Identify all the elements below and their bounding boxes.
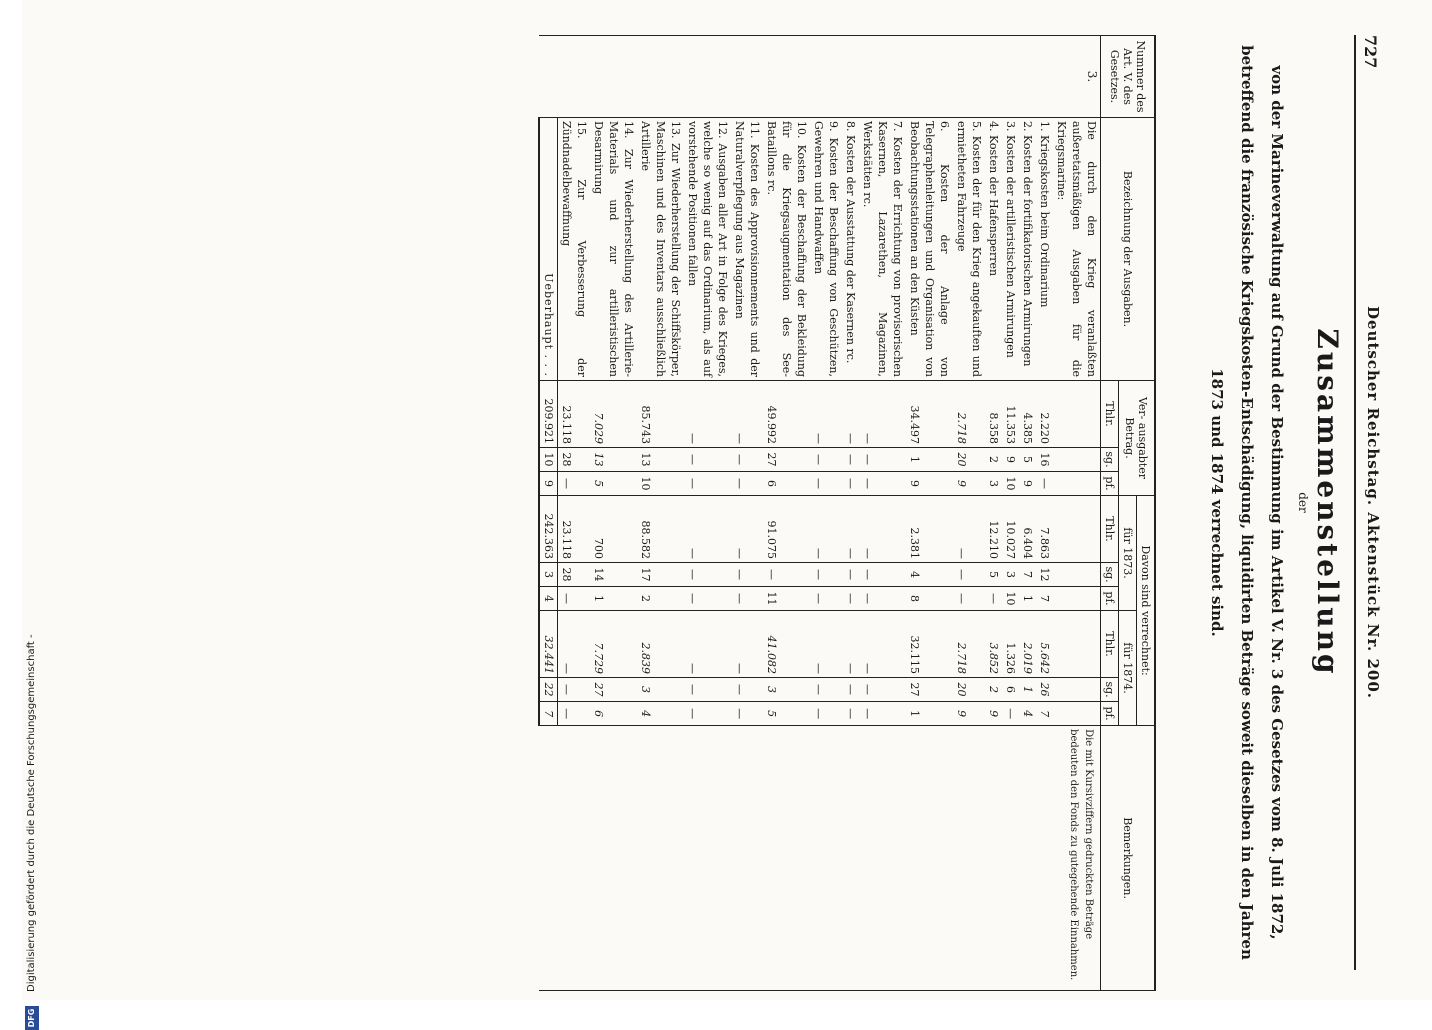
- y1874-thlr: 2.839: [637, 611, 684, 678]
- total-thlr: 8.358: [985, 381, 1002, 448]
- y1873-thlr: 88.582: [637, 496, 684, 563]
- y1874-pf: 9: [953, 702, 985, 726]
- row-label: 1. Kriegskosten beim Ordinarium: [1036, 118, 1053, 381]
- y1873-sg: —: [953, 563, 985, 587]
- total-thlr: 2.220: [1036, 381, 1053, 448]
- total-sg: 13: [637, 448, 684, 472]
- header-remarks: Bemerkungen.: [1101, 726, 1156, 991]
- y1874-thlr: 3.852: [985, 611, 1002, 678]
- y1873-pf: —: [859, 587, 906, 611]
- header-description: Bezeichnung der Ausgaben.: [1101, 118, 1156, 381]
- page-number: 727: [1361, 35, 1380, 69]
- y1873-thlr: 7.863: [1036, 496, 1053, 563]
- y1873-pf: 11: [763, 587, 810, 611]
- document-title: Zusammenstellung: [1311, 328, 1344, 677]
- header-total-spent: Ver- ausgabter Betrag.: [1119, 381, 1156, 496]
- y1874-thlr: 7.729: [590, 611, 637, 678]
- unit-thlr: Thlr.: [1101, 381, 1119, 448]
- y1873-thlr: —: [859, 496, 906, 563]
- total-thlr: 34.497: [906, 381, 953, 448]
- intro-text: Die durch den Krieg veranlaßten außeretatsmäßigen Ausgaben für die Kriegsmarine:: [1053, 118, 1101, 381]
- y1874-thlr: 2.019: [1019, 611, 1036, 678]
- y1873-thlr: —: [731, 496, 763, 563]
- dfg-logo: DFG: [25, 1006, 39, 1030]
- intro-row: [1053, 36, 1101, 991]
- total-pf: 9: [953, 472, 985, 496]
- y1874-sg: 2: [985, 678, 1002, 702]
- header-art-number: Nummer des Art. V. des Gesetzes.: [1101, 36, 1156, 118]
- total-pf: —: [1036, 472, 1053, 496]
- y1874-thlr: 41.082: [763, 611, 810, 678]
- row-label: 2. Kosten der fortifikatorischen Armirungen: [1019, 118, 1036, 381]
- row-label: 13. Zur Wiederherstellung der Schiffskörper, Maschinen und des Inventars ausschließlich Artillerie: [637, 118, 684, 381]
- y1873-sg: 12: [1036, 563, 1053, 587]
- y1873-pf: 1: [590, 587, 637, 611]
- header-title: Deutscher Reichstag. Aktenstück Nr. 200.: [1364, 306, 1382, 699]
- y1874-sg: 27: [590, 678, 637, 702]
- y1873-sg: 7: [1019, 563, 1036, 587]
- total-sg: 2: [985, 448, 1002, 472]
- title-connector: der: [1296, 492, 1310, 513]
- total-thlr: 7.029: [590, 381, 637, 448]
- y1874-pf: 4: [637, 702, 684, 726]
- running-header: [1354, 35, 1382, 970]
- total-pf: 3: [985, 472, 1002, 496]
- total-pf: —: [859, 472, 906, 496]
- funding-note: Digitalisierung gefördert durch die Deutsche Forschungsgemeinschaft -: [26, 634, 37, 992]
- y1873-thlr: —: [810, 496, 842, 563]
- unit-sg: sg.: [1101, 678, 1119, 702]
- y1873-pf: 1: [1019, 587, 1036, 611]
- row-label: 9. Kosten der Beschaffung von Geschützen, Gewehren und Handwaffen: [810, 118, 842, 381]
- y1873-thlr: 6.404: [1019, 496, 1036, 563]
- y1874-sg: —: [842, 678, 859, 702]
- row-label: 5. Kosten der für den Krieg angekauften und ermietheten Fahrzeuge: [953, 118, 985, 381]
- total-sg: —: [731, 448, 763, 472]
- row-label: 4. Kosten der Hafensperren: [985, 118, 1002, 381]
- row-label: 11. Kosten des Approvisionnements und der Naturalverpflegung aus Magazinen: [731, 118, 763, 381]
- y1873-thlr: —: [953, 496, 985, 563]
- total-sg: 9: [1002, 448, 1019, 472]
- remarks-note: Die mit Kursivziffern gedruckten Beträge bedeuten den Fonds zu gutegehende Einnahmen.: [539, 726, 1101, 991]
- total-pf: —: [684, 472, 731, 496]
- sum-y1874-pf: 7: [539, 702, 558, 726]
- y1873-thlr: 23.118: [558, 496, 591, 563]
- y1873-thlr: 10.027: [1002, 496, 1019, 563]
- y1873-pf: 2: [637, 587, 684, 611]
- total-pf: 6: [763, 472, 810, 496]
- y1874-pf: 6: [590, 702, 637, 726]
- y1874-sg: —: [859, 678, 906, 702]
- y1874-sg: 20: [953, 678, 985, 702]
- sum-y1873-thlr: 242.363: [539, 496, 558, 563]
- unit-sg: sg.: [1101, 448, 1119, 472]
- y1874-thlr: 32.115: [906, 611, 953, 678]
- sum-label: Ueberhaupt . . .: [539, 118, 558, 381]
- total-sg: 27: [763, 448, 810, 472]
- y1873-sg: 14: [590, 563, 637, 587]
- y1874-pf: 7: [1036, 702, 1053, 726]
- y1873-sg: 3: [1002, 563, 1019, 587]
- total-thlr: 85.743: [637, 381, 684, 448]
- y1874-pf: —: [810, 702, 842, 726]
- table-body: [539, 36, 1101, 991]
- y1873-pf: 8: [906, 587, 953, 611]
- document-title-block: [1202, 35, 1344, 970]
- total-thlr: —: [684, 381, 731, 448]
- y1873-pf: 7: [1036, 587, 1053, 611]
- total-pf: 10: [637, 472, 684, 496]
- unit-sg: sg.: [1101, 563, 1119, 587]
- sum-y1873-pf: 4: [539, 587, 558, 611]
- row-label: 10. Kosten der Beschaffung der Bekleidung für die Kriegsaugmentation des See-Bataillons rc.: [763, 118, 810, 381]
- sum-total-thlr: 209.921: [539, 381, 558, 448]
- y1874-pf: 5: [763, 702, 810, 726]
- y1873-sg: —: [731, 563, 763, 587]
- y1873-sg: —: [842, 563, 859, 587]
- y1873-thlr: 2.381: [906, 496, 953, 563]
- y1873-pf: 10: [1002, 587, 1019, 611]
- total-sg: 1: [906, 448, 953, 472]
- y1874-sg: 3: [637, 678, 684, 702]
- total-sg: 16: [1036, 448, 1053, 472]
- total-thlr: 2.718: [953, 381, 985, 448]
- total-pf: 9: [1019, 472, 1036, 496]
- y1874-thlr: 1.326: [1002, 611, 1019, 678]
- y1873-sg: —: [810, 563, 842, 587]
- row-label: 12. Ausgaben aller Art in Folge des Krieges, welche so wenig auf das Ordinarium, als auf vorstehende Positionen fallen: [684, 118, 731, 381]
- total-thlr: —: [731, 381, 763, 448]
- sum-y1873-sg: 3: [539, 563, 558, 587]
- total-pf: 9: [906, 472, 953, 496]
- y1874-pf: 4: [1019, 702, 1036, 726]
- y1874-thlr: —: [684, 611, 731, 678]
- y1873-thlr: —: [842, 496, 859, 563]
- row-label: 15. Zur Verbesserung der Zündnadelbewaffnung: [558, 118, 591, 381]
- y1873-thlr: 12.210: [985, 496, 1002, 563]
- y1874-thlr: —: [842, 611, 859, 678]
- y1873-pf: —: [985, 587, 1002, 611]
- total-sg: —: [842, 448, 859, 472]
- expense-table: [538, 35, 1156, 991]
- y1874-sg: 26: [1036, 678, 1053, 702]
- y1874-pf: —: [558, 702, 591, 726]
- y1874-thlr: —: [859, 611, 906, 678]
- y1874-sg: —: [684, 678, 731, 702]
- sum-total-sg: 10: [539, 448, 558, 472]
- total-thlr: 23.118: [558, 381, 591, 448]
- sum-y1874-sg: 22: [539, 678, 558, 702]
- unit-pf: pf.: [1101, 472, 1119, 496]
- document-page: [27, 35, 1382, 981]
- y1873-thlr: —: [684, 496, 731, 563]
- y1874-thlr: —: [731, 611, 763, 678]
- y1874-thlr: —: [810, 611, 842, 678]
- y1873-thlr: 700: [590, 496, 637, 563]
- total-thlr: 4.385: [1019, 381, 1036, 448]
- unit-pf: pf.: [1101, 702, 1119, 726]
- y1873-pf: —: [953, 587, 985, 611]
- y1874-pf: —: [1002, 702, 1019, 726]
- y1874-pf: —: [684, 702, 731, 726]
- header-year-1873: für 1873.: [1119, 496, 1137, 611]
- unit-thlr: Thlr.: [1101, 611, 1119, 678]
- total-pf: —: [842, 472, 859, 496]
- y1874-sg: —: [810, 678, 842, 702]
- total-pf: —: [810, 472, 842, 496]
- y1873-sg: 17: [637, 563, 684, 587]
- y1874-sg: 1: [1019, 678, 1036, 702]
- y1874-pf: 1: [906, 702, 953, 726]
- document-subtitle: von der Marineverwaltung auf Grund der Bestimmung im Artikel V. Nr. 3 des Gesetzes vom 8. Juli 1872, betreffend die französische Kriegskosten-Entschädigung, liquidirten Beträge soweit dieselben in den Jahren 1873 und 1874 verrechnet sind.: [1208, 45, 1286, 960]
- y1874-pf: —: [731, 702, 763, 726]
- row-label: 6. Kosten der Anlage von Telegraphenleitungen und Organisation von Beobachtungsstationen an den Küsten: [906, 118, 953, 381]
- y1873-pf: —: [558, 587, 591, 611]
- digitization-footer: [0, 0, 37, 1028]
- total-sg: 13: [590, 448, 637, 472]
- total-pf: 5: [590, 472, 637, 496]
- total-pf: —: [731, 472, 763, 496]
- y1873-sg: 28: [558, 563, 591, 587]
- total-sg: —: [810, 448, 842, 472]
- y1873-pf: —: [684, 587, 731, 611]
- y1874-sg: 6: [1002, 678, 1019, 702]
- total-thlr: —: [810, 381, 842, 448]
- art-number: 3.: [539, 36, 1101, 118]
- y1874-sg: —: [731, 678, 763, 702]
- total-thlr: 49.992: [763, 381, 810, 448]
- y1873-pf: —: [810, 587, 842, 611]
- y1873-sg: 4: [906, 563, 953, 587]
- total-thlr: —: [842, 381, 859, 448]
- total-pf: 10: [1002, 472, 1019, 496]
- y1874-pf: 9: [985, 702, 1002, 726]
- y1874-sg: 27: [906, 678, 953, 702]
- row-label: 3. Kosten der artilleristischen Armirungen: [1002, 118, 1019, 381]
- total-sg: —: [859, 448, 906, 472]
- y1873-sg: 5: [985, 563, 1002, 587]
- unit-thlr: Thlr.: [1101, 496, 1119, 563]
- total-thlr: —: [859, 381, 906, 448]
- y1874-thlr: —: [558, 611, 591, 678]
- y1873-thlr: 91.075: [763, 496, 810, 563]
- row-label: 14. Zur Wiederherstellung des Artillerie-Materials und zur artilleristischen Desarmirung: [590, 118, 637, 381]
- y1874-sg: 3: [763, 678, 810, 702]
- header-davon: Davon sind verrechnet:: [1137, 496, 1156, 726]
- y1874-thlr: 2.718: [953, 611, 985, 678]
- y1874-pf: —: [859, 702, 906, 726]
- sum-total-pf: 9: [539, 472, 558, 496]
- header-year-1874: für 1874.: [1119, 611, 1137, 726]
- y1873-sg: —: [763, 563, 810, 587]
- y1873-sg: —: [684, 563, 731, 587]
- y1873-sg: —: [859, 563, 906, 587]
- total-sg: 20: [953, 448, 985, 472]
- y1873-pf: —: [842, 587, 859, 611]
- total-thlr: 11.353: [1002, 381, 1019, 448]
- y1874-sg: —: [558, 678, 591, 702]
- unit-pf: pf.: [1101, 587, 1119, 611]
- total-pf: —: [558, 472, 591, 496]
- total-sg: —: [684, 448, 731, 472]
- sum-y1874-thlr: 32.441: [539, 611, 558, 678]
- total-sg: 5: [1019, 448, 1036, 472]
- row-label: 8. Kosten der Ausstattung der Kasernen rc.: [842, 118, 859, 381]
- y1874-thlr: 5.642: [1036, 611, 1053, 678]
- row-label: 7. Kosten der Errichtung von provisorischen Kasernen, Lazarethen, Magazinen, Werkstätten rc.: [859, 118, 906, 381]
- y1874-pf: —: [842, 702, 859, 726]
- total-sg: 28: [558, 448, 591, 472]
- y1873-pf: —: [731, 587, 763, 611]
